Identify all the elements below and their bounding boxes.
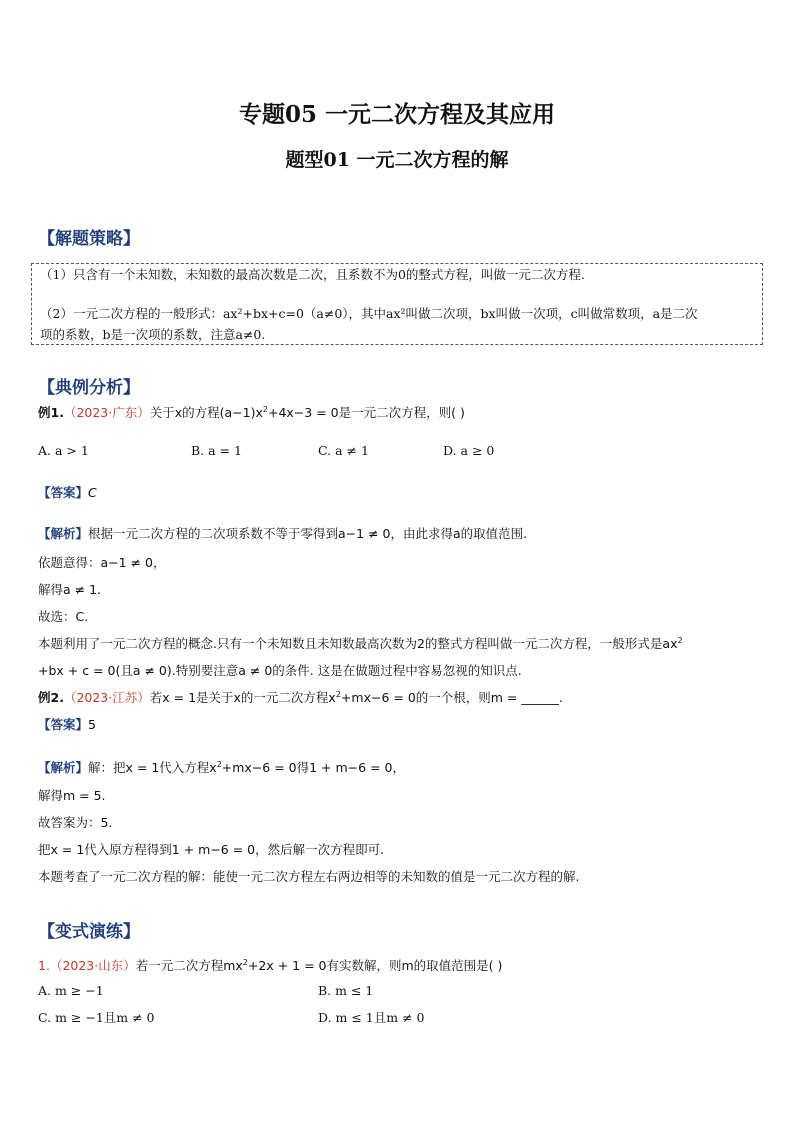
example-2-stem-a: 若x = 1是关于x的一元二次方程x xyxy=(149,690,336,705)
strategy-point-1: （1）只含有一个未知数，未知数的最高次数是二次，且系数不为0的整式方程，叫做一元二次方程. xyxy=(40,267,585,282)
example-2-label: 例2. xyxy=(38,690,64,705)
practice-heading: 【变式演练】 xyxy=(38,922,140,942)
example-1-analysis-line-4: 故选：C. xyxy=(38,609,89,624)
example-1-analysis-line-1 xyxy=(38,524,527,542)
analysis-tag: 【解析】 xyxy=(38,526,89,541)
superscript: 2 xyxy=(335,689,341,699)
example-1-answer xyxy=(38,483,97,501)
practice-1-option-b: B. m ≤ 1 xyxy=(318,983,374,998)
answer-tag: 【答案】 xyxy=(38,717,89,732)
superscript: 2 xyxy=(216,759,222,769)
strategy-point-2-line-1: （2）一元二次方程的一般形式：ax²+bx+c=0（a≠0），其中ax²叫做二次项，bx叫做一次项，c叫做常数项，a是二次 xyxy=(40,306,698,321)
example-1-analysis-line-6: +bx + c = 0(且a ≠ 0).特别要注意a ≠ 0的条件. 这是在做题过程中容易忽视的知识点. xyxy=(38,663,522,678)
superscript: 2 xyxy=(262,404,268,414)
superscript: 2 xyxy=(242,957,248,967)
example-1-analysis-line-2: 依题意得：a−1 ≠ 0， xyxy=(38,555,166,570)
practice-1-option-a: A. m ≥ −1 xyxy=(38,983,104,998)
strategy-point-2 xyxy=(40,303,758,345)
analysis-text: 根据一元二次方程的二次项系数不等于零得到a−1 ≠ 0，由此求得a的取值范围. xyxy=(88,526,528,541)
example-2-analysis-line-1 xyxy=(38,758,405,776)
example-1-source: （2023·广东） xyxy=(63,405,150,420)
example-2-analysis-line-4: 把x = 1代入原方程得到1 + m−6 = 0，然后解一次方程即可. xyxy=(38,842,385,857)
practice-1-option-c: C. m ≥ −1且m ≠ 0 xyxy=(38,1010,155,1025)
example-2-source: （2023·江苏） xyxy=(63,690,150,705)
example-1-stem-a: 关于x的方程(a−1)x xyxy=(149,405,263,420)
practice-1-question xyxy=(38,956,502,974)
example-1-analysis-line-3: 解得a ≠ 1. xyxy=(38,582,102,597)
example-2-analysis-line-5: 本题考查了一元二次方程的解：能使一元二次方程左右两边相等的未知数的值是一元二次方程的解. xyxy=(38,869,580,884)
example-2-answer xyxy=(38,715,96,733)
analysis-tag: 【解析】 xyxy=(38,760,89,775)
examples-heading: 【典例分析】 xyxy=(38,378,140,398)
practice-1-stem-b: +2x + 1 = 0有实数解，则m的取值范围是( ) xyxy=(247,958,503,973)
example-1-stem-b: +4x−3 = 0是一元二次方程，则( ) xyxy=(267,405,465,420)
practice-1-source: （2023·山东） xyxy=(49,958,136,973)
example-1-option-d: D. a ≥ 0 xyxy=(443,443,495,458)
page-title: 专题05 一元二次方程及其应用 xyxy=(238,101,555,128)
practice-1-option-d: D. m ≤ 1且m ≠ 0 xyxy=(318,1010,425,1025)
example-1-label: 例1. xyxy=(38,405,64,420)
example-1-answer-value: C xyxy=(88,485,97,500)
example-2-answer-value: 5 xyxy=(88,717,96,732)
strategy-heading: 【解题策略】 xyxy=(38,229,140,249)
example-1-option-c: C. a ≠ 1 xyxy=(318,443,369,458)
practice-1-label: 1. xyxy=(38,958,50,973)
strategy-box xyxy=(31,263,763,345)
practice-1-stem-a: 若一元二次方程mx xyxy=(135,958,243,973)
example-2-stem-b: +mx−6 = 0的一个根，则m = ______. xyxy=(340,690,563,705)
page-subtitle: 题型01 一元二次方程的解 xyxy=(285,149,509,171)
analysis-text-b: +mx−6 = 0得1 + m−6 = 0， xyxy=(221,760,405,775)
example-2-analysis-line-2: 解得m = 5. xyxy=(38,788,106,803)
superscript: 2 xyxy=(677,635,683,645)
example-2-analysis-line-3: 故答案为：5. xyxy=(38,815,113,830)
analysis-text: 本题利用了一元二次方程的概念.只有一个未知数且未知数最高次数为2的整式方程叫做一元二次方程，一般形式是ax xyxy=(38,636,678,651)
example-1-question xyxy=(38,403,465,421)
example-1-option-a: A. a > 1 xyxy=(38,443,89,458)
example-1-analysis-line-5 xyxy=(38,634,683,652)
answer-tag: 【答案】 xyxy=(38,485,89,500)
strategy-point-2-line-2: 项的系数，b是一次项的系数，注意a≠0. xyxy=(40,327,266,342)
example-1-option-b: B. a = 1 xyxy=(191,443,242,458)
example-2-question xyxy=(38,688,563,706)
analysis-text-a: 解：把x = 1代入方程x xyxy=(88,760,217,775)
